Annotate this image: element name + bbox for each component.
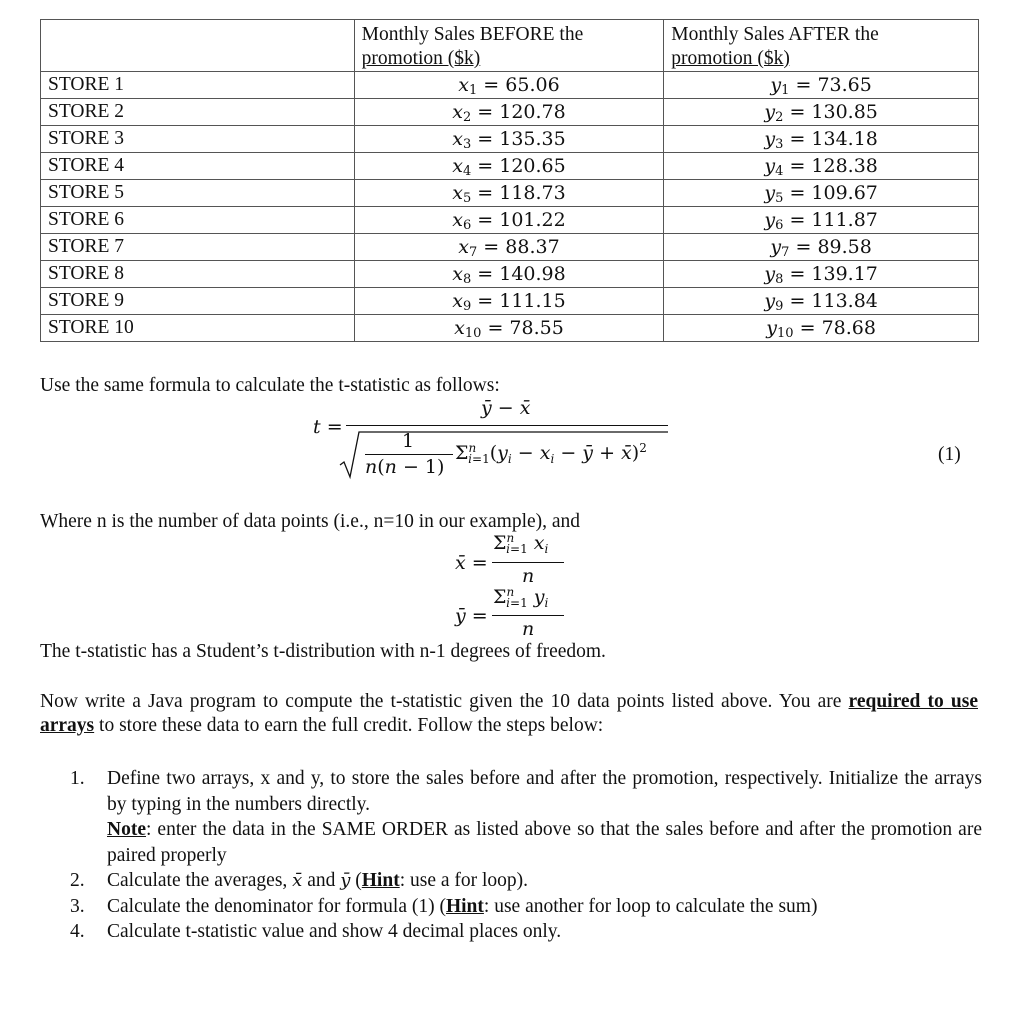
header-before-line1: Monthly Sales BEFORE the	[361, 24, 584, 45]
step-2-text-d: : use a for loop).	[399, 870, 529, 891]
x-bar-symbol: x̄	[292, 870, 303, 891]
store-name: STORE 4	[48, 155, 125, 177]
before-value-cell: $x_3 = 135.35$	[354, 126, 664, 153]
inner-fraction-denominator: n(n − 1)	[365, 456, 445, 478]
before-value: 120.78	[499, 100, 566, 123]
after-value-cell: $y_6 = 111.87$	[664, 207, 979, 234]
after-value-cell: $y_7 = 89.58$	[664, 234, 979, 261]
y-subscript: 6	[775, 217, 784, 233]
y-subscript: 8	[775, 271, 784, 287]
steps-list	[70, 766, 982, 945]
before-value: 78.55	[509, 316, 564, 339]
step-number: 2.	[70, 870, 85, 891]
table-row	[41, 72, 979, 99]
after-value-cell: $y_4 = 128.38$	[664, 153, 979, 180]
store-name-cell	[41, 99, 355, 126]
x-bar-fraction-line	[492, 562, 564, 563]
y-bar-fraction-line	[492, 615, 564, 616]
store-name-cell	[41, 126, 355, 153]
instructions-part1: Now write a Java program to compute the t-statistic given the 10 data points listed above. You are	[40, 691, 842, 712]
before-value-cell: $x_7 = 88.37$	[354, 234, 664, 261]
sum-expression: $\Sigma^n_{i=1}(y_i - x_i$ − ȳ + x̄)$^2$	[455, 441, 647, 466]
step-4-text: Calculate t-statistic value and show 4 decimal places only.	[107, 921, 562, 942]
header-after-line1: Monthly Sales AFTER the	[671, 24, 879, 45]
instructions-required: required to use arrays	[40, 691, 978, 736]
x-bar-equals: x̄ =	[455, 552, 488, 574]
header-before-line2: promotion ($k)	[361, 48, 481, 69]
y-subscript: 9	[775, 298, 784, 314]
y-subscript: 1	[781, 82, 790, 98]
step-2-text-a: Calculate the averages,	[107, 870, 293, 891]
after-value-cell: $y_2 = 130.85$	[664, 99, 979, 126]
after-value: 130.85	[811, 100, 878, 123]
x-subscript: 7	[468, 244, 478, 260]
store-name: STORE 10	[48, 317, 134, 339]
before-value: 111.15	[499, 289, 566, 312]
table-row	[41, 288, 979, 315]
before-value-cell: $x_2 = 120.78$	[354, 99, 664, 126]
table-row	[41, 207, 979, 234]
y-subscript: 3	[775, 136, 784, 152]
after-value-cell: $y_{10} = 78.68$	[664, 315, 979, 342]
x-subscript: 4	[462, 163, 472, 179]
step-3-text-a: Calculate the denominator for formula (1) (	[107, 895, 446, 917]
before-value-cell: $x_8 = 140.98$	[354, 261, 664, 288]
store-name: STORE 5	[48, 182, 125, 204]
list-item	[70, 894, 982, 920]
store-name-cell	[41, 72, 355, 99]
t-numerator: ȳ − x̄	[481, 397, 531, 419]
before-value: 140.98	[499, 262, 566, 285]
before-value-cell: $x_6 = 101.22$	[354, 207, 664, 234]
before-value-cell: $x_1 = 65.06$	[354, 72, 664, 99]
step-1-note-text: : enter the data in the SAME ORDER as listed above so that the sales before and after the promotion are paired properly	[107, 819, 982, 866]
y-subscript: 10	[777, 325, 794, 341]
y-bar-numerator: $\Sigma^n_{i=1}$ $y_i$	[493, 585, 549, 610]
table-row	[41, 234, 979, 261]
after-value-cell: $y_8 = 139.17$	[664, 261, 979, 288]
before-value: 101.22	[499, 208, 566, 231]
after-value: 134.18	[811, 127, 878, 150]
t-fraction-line	[346, 425, 668, 426]
step-2-text-c: (	[350, 870, 362, 891]
before-value: 135.35	[499, 127, 566, 150]
before-value-cell: $x_9 = 111.15$	[354, 288, 664, 315]
inner-fraction-one: 1	[402, 430, 415, 452]
store-name: STORE 1	[48, 74, 125, 96]
table-row	[41, 315, 979, 342]
header-after-line2: promotion ($k)	[671, 48, 790, 69]
x-subscript: 3	[462, 136, 472, 152]
y-subscript: 5	[775, 190, 784, 206]
after-value: 128.38	[811, 154, 878, 177]
before-value-cell: $x_{10} = 78.55$	[354, 315, 664, 342]
step-number: 3.	[70, 895, 85, 917]
step-3-hint: Hint	[445, 895, 484, 917]
after-value: 73.65	[817, 73, 872, 96]
store-name: STORE 6	[48, 209, 125, 231]
store-name-cell	[41, 261, 355, 288]
x-bar-numerator: $\Sigma^n_{i=1}$ $x_i$	[493, 531, 549, 556]
after-value-cell: $y_5 = 109.67$	[664, 180, 979, 207]
store-name: STORE 9	[48, 290, 125, 312]
before-value: 65.06	[505, 73, 560, 96]
sales-table	[40, 19, 979, 342]
store-name-cell	[41, 234, 355, 261]
step-1-text: Define two arrays, x and y, to store the sales before and after the promotion, respectively. Initialize the arrays by typing in the numbers directly.	[107, 768, 982, 815]
y-bar-equals: ȳ =	[455, 605, 488, 627]
after-value: 89.58	[817, 235, 872, 258]
y-subscript: 2	[775, 109, 784, 125]
store-name-cell	[41, 153, 355, 180]
table-row	[41, 126, 979, 153]
step-number: 4.	[70, 921, 85, 942]
store-name-cell	[41, 207, 355, 234]
table-header-row	[41, 20, 979, 72]
table-body	[41, 72, 979, 342]
before-value: 118.73	[499, 181, 566, 204]
x-subscript: 1	[468, 82, 478, 98]
instructions-part2: to store these data to earn the full credit. Follow the steps below:	[94, 715, 604, 736]
after-value: 109.67	[811, 181, 878, 204]
store-name-cell	[41, 315, 355, 342]
before-value-cell: $x_5 = 118.73$	[354, 180, 664, 207]
x-subscript: 8	[462, 271, 472, 287]
intro-text: Use the same formula to calculate the t-statistic as follows:	[40, 375, 500, 396]
header-after	[664, 20, 979, 72]
list-item	[70, 766, 982, 868]
step-2-hint: Hint	[361, 870, 400, 891]
step-number: 1.	[70, 768, 85, 789]
list-item	[70, 868, 982, 894]
before-value: 88.37	[505, 235, 560, 258]
header-before	[354, 20, 664, 72]
table-row	[41, 153, 979, 180]
after-value: 113.84	[811, 289, 878, 312]
table-row	[41, 99, 979, 126]
y-subscript: 4	[775, 163, 784, 179]
table-row	[41, 261, 979, 288]
after-value: 78.68	[821, 316, 876, 339]
distribution-text: The t-statistic has a Student’s t-distribution with n-1 degrees of freedom.	[40, 641, 606, 662]
x-subscript: 2	[462, 109, 472, 125]
after-value-cell: $y_3 = 134.18$	[664, 126, 979, 153]
instructions-paragraph	[40, 690, 978, 738]
store-name-cell	[41, 180, 355, 207]
x-subscript: 9	[462, 298, 472, 314]
step-1-note-label: Note	[107, 819, 146, 840]
list-item	[70, 919, 982, 945]
after-value-cell: $y_1 = 73.65$	[664, 72, 979, 99]
before-value-cell: $x_4 = 120.65$	[354, 153, 664, 180]
y-bar-symbol: ȳ	[340, 870, 351, 891]
x-subscript: 5	[462, 190, 472, 206]
store-name: STORE 7	[48, 236, 125, 258]
x-subscript: 6	[462, 217, 472, 233]
table-row	[41, 180, 979, 207]
step-2-text-b: and	[302, 870, 341, 891]
step-3-text-b: : use another for loop to calculate the sum)	[483, 895, 818, 917]
t-equals: t =	[313, 416, 343, 438]
store-name: STORE 2	[48, 101, 125, 123]
store-name: STORE 8	[48, 263, 125, 285]
header-store-column	[41, 20, 355, 72]
x-bar-denominator: n	[522, 565, 535, 587]
store-name: STORE 3	[48, 128, 125, 150]
before-value: 120.65	[499, 154, 566, 177]
store-name-cell	[41, 288, 355, 315]
y-subscript: 7	[781, 244, 790, 260]
formula-number: (1)	[938, 444, 961, 465]
where-text: Where n is the number of data points (i.e., n=10 in our example), and	[40, 511, 581, 532]
after-value: 139.17	[811, 262, 878, 285]
y-bar-denominator: n	[522, 618, 535, 640]
x-subscript: 10	[464, 325, 482, 341]
after-value: 111.87	[811, 208, 878, 231]
after-value-cell: $y_9 = 113.84$	[664, 288, 979, 315]
